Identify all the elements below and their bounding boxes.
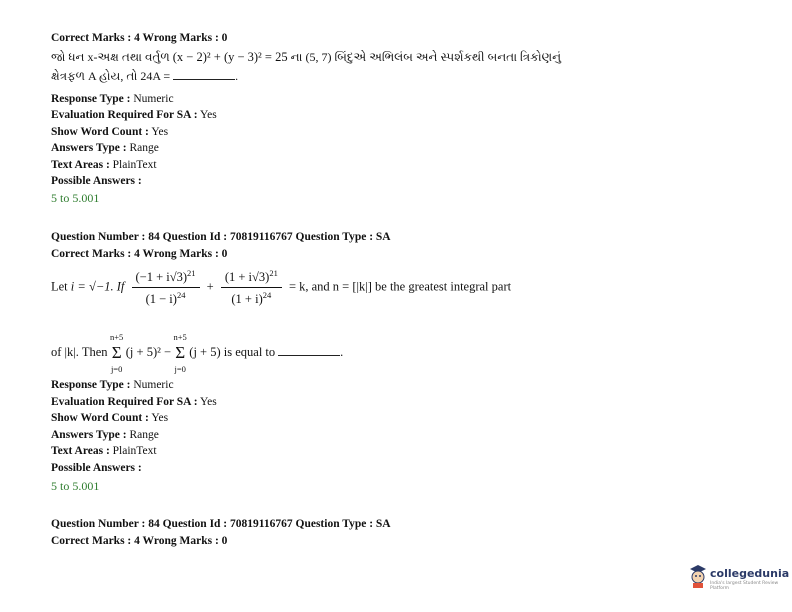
value: Yes: [151, 126, 169, 138]
k-definition: = k, and n = [|k|] be the greatest integral part: [288, 279, 512, 294]
frac1-denominator: (1 − i): [145, 292, 177, 307]
label: Answers Type :: [51, 429, 127, 441]
text-areas-2: [51, 444, 157, 458]
frac1-numerator: (−1 + i√3): [135, 270, 188, 285]
value: Numeric: [133, 93, 174, 105]
label: Response Type :: [51, 93, 131, 105]
label: Evaluation Required For SA :: [51, 109, 198, 121]
answers-type-2: [51, 428, 159, 442]
summation-1: n+5 Σ j=0: [111, 343, 123, 363]
show-word-count-1: [51, 125, 168, 139]
logo-tagline: India's largest Student Review Platform: [710, 581, 779, 591]
fraction-1: [132, 268, 200, 307]
marks-line-1: Correct Marks : 4 Wrong Marks : 0: [51, 32, 228, 44]
question-1-line-1: [51, 50, 561, 65]
answer-blank-2: [278, 346, 340, 356]
value: Numeric: [133, 379, 174, 391]
answer-blank: [173, 70, 235, 80]
value: Range: [129, 142, 159, 154]
q2-period: .: [340, 344, 344, 359]
value: Yes: [151, 412, 169, 424]
collegedunia-logo: [688, 563, 788, 593]
let-text: Let: [51, 279, 68, 294]
q1-text-pre: જો ધન x-અક્ષ તથા વર્તુળ: [51, 50, 170, 64]
term-2: (j + 5) is equal to: [189, 344, 276, 359]
label: Text Areas :: [51, 159, 110, 171]
of-k-text: of |k|. Then: [51, 344, 108, 359]
frac1-den-exponent: 24: [176, 290, 186, 301]
graduate-mascot-icon: [688, 563, 708, 589]
label: Evaluation Required For SA :: [51, 396, 198, 408]
plus-sign: +: [206, 279, 214, 294]
sum2-lower: j=0: [174, 364, 186, 374]
term-1: (j + 5)² −: [125, 344, 172, 359]
response-type-2: [51, 378, 174, 392]
marks-line-3: Correct Marks : 4 Wrong Marks : 0: [51, 535, 228, 547]
sum1-upper: n+5: [109, 332, 124, 342]
frac1-num-exponent: 21: [187, 268, 196, 278]
label: Response Type :: [51, 379, 131, 391]
q1-text-mid: ના (5, 7) બિંદુએ અભિલંબ અને સ્પર્શકથી બનતા ત્રિકોણનું: [290, 50, 562, 64]
frac2-den-exponent: 24: [262, 290, 272, 301]
summation-2: n+5 Σ j=0: [174, 343, 186, 363]
logo-wordmark: collegedunia: [710, 567, 790, 580]
label: Text Areas :: [51, 445, 110, 457]
possible-answers-label-2: Possible Answers :: [51, 462, 142, 474]
possible-answers-value-2: 5 to 5.001: [51, 479, 100, 493]
value: Yes: [200, 109, 217, 121]
q1-period: .: [235, 69, 239, 83]
value: Yes: [200, 396, 217, 408]
frac2-num-exponent: 21: [269, 268, 278, 278]
possible-answers-label-1: Possible Answers :: [51, 175, 142, 187]
evaluation-required-2: [51, 395, 217, 409]
frac2-denominator: (1 + i): [231, 292, 263, 307]
frac2-numerator: (1 + i√3): [224, 270, 270, 285]
sum1-lower: j=0: [110, 364, 123, 374]
q1-text-line2: ક્ષેત્રફળ A હોય, તો 24A =: [51, 69, 171, 83]
text-areas-1: [51, 158, 157, 172]
i-definition: i = √−1. If: [70, 279, 125, 294]
possible-answers-value-1: 5 to 5.001: [51, 191, 100, 205]
label: Show Word Count :: [51, 412, 149, 424]
value: PlainText: [112, 159, 157, 171]
question-header-3: Question Number : 84 Question Id : 70819116767 Question Type : SA: [51, 518, 391, 530]
marks-line-2: Correct Marks : 4 Wrong Marks : 0: [51, 248, 228, 260]
value: Range: [129, 429, 159, 441]
sum2-upper: n+5: [173, 332, 187, 342]
fraction-2: [221, 268, 282, 307]
question-2-expression: [51, 268, 511, 307]
question-header-2: Question Number : 84 Question Id : 70819116767 Question Type : SA: [51, 231, 391, 243]
label: Show Word Count :: [51, 126, 149, 138]
response-type-1: [51, 92, 174, 106]
evaluation-required-1: [51, 108, 217, 122]
label: Answers Type :: [51, 142, 127, 154]
value: PlainText: [112, 445, 157, 457]
show-word-count-2: [51, 411, 168, 425]
question-1-line-2: [51, 69, 238, 84]
answers-type-1: [51, 141, 159, 155]
question-2-sum-line: [51, 332, 344, 374]
q1-circle-equation: (x − 2)² + (y − 3)² = 25: [172, 50, 288, 64]
